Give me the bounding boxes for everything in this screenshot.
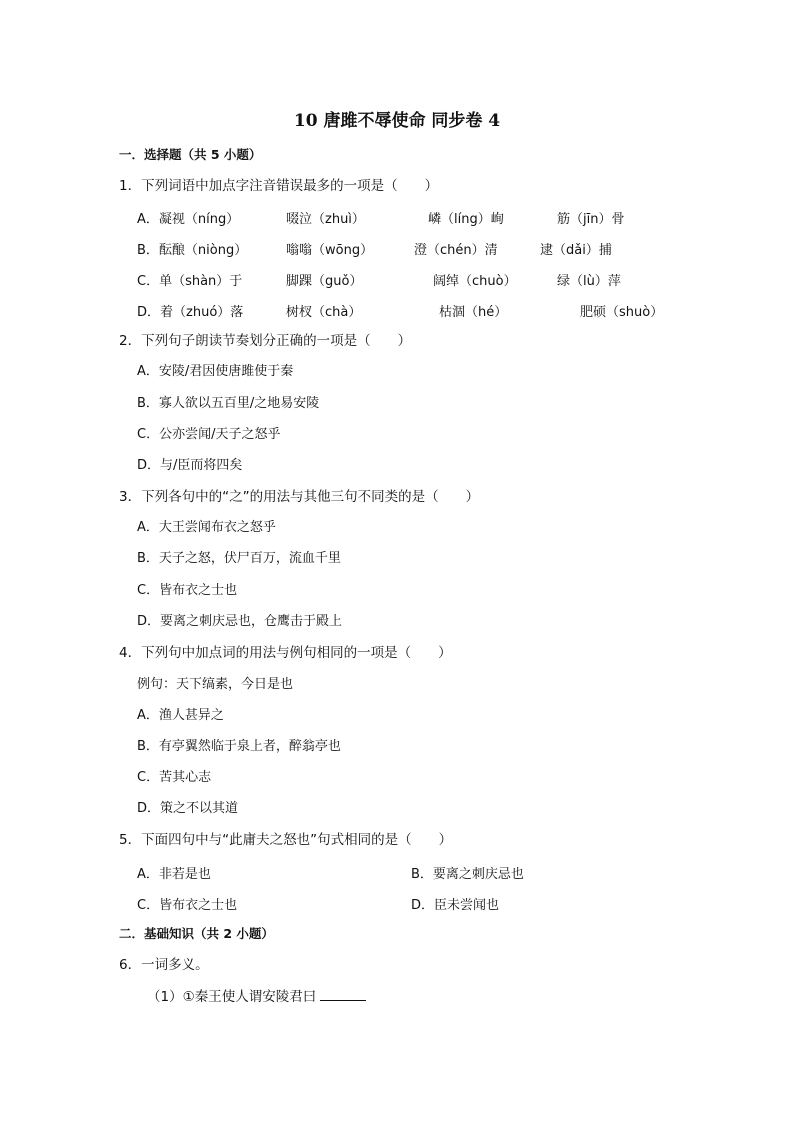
section-heading-basic: 二．基础知识（共 2 小题）	[119, 926, 274, 941]
q4-option-a: A．渔人甚异之	[137, 708, 224, 723]
q1-option-a-1: A．凝视（níng）	[137, 212, 240, 227]
answer-blank[interactable]	[320, 988, 366, 1001]
q1-option-b-1: B．酝酿（niòng）	[137, 243, 248, 258]
question-3-stem: 3．下列各句中的“之”的用法与其他三句不同类的是（ ）	[119, 489, 480, 505]
question-4-stem: 4．下列句中加点词的用法与例句相同的一项是（ ）	[119, 645, 452, 661]
q6-sub-1-text: （1）①秦王使人谓安陵君曰	[147, 989, 317, 1005]
q1-option-a-3: 嶙（líng）峋	[428, 212, 504, 227]
q1-option-b-3: 澄（chén）清	[414, 243, 498, 258]
q3-option-c: C．皆布衣之士也	[137, 583, 238, 598]
page-title: 10 唐雎不辱使命 同步卷 4	[293, 111, 501, 131]
question-5-stem: 5．下面四句中与“此庸夫之怒也”句式相同的是（ ）	[119, 832, 453, 848]
q4-example: 例句：天下缟素，今日是也	[137, 677, 294, 692]
q1-option-d-2: 树杈（chà）	[286, 305, 362, 320]
q1-option-a-4: 筋（jīn）骨	[557, 212, 625, 227]
q2-option-a: A．安陵/君因使唐雎使于秦	[137, 364, 294, 379]
q1-option-d-4: 肥硕（shuò）	[580, 305, 664, 320]
q5-option-c: C．皆布衣之士也	[137, 898, 238, 913]
q2-option-d: D．与/臣而将四矣	[137, 458, 243, 473]
q4-option-c: C．苦其心志	[137, 770, 212, 785]
q1-option-d-1: D．着（zhuó）落	[137, 305, 244, 320]
q1-option-d-3: 枯涸（hé）	[439, 305, 508, 320]
q4-option-d: D．策之不以其道	[137, 801, 239, 816]
question-1-stem: 1．下列词语中加点字注音错误最多的一项是（ ）	[119, 178, 439, 194]
q6-sub-1	[147, 988, 366, 1006]
q2-option-c: C．公亦尝闻/天子之怒乎	[137, 427, 281, 442]
q1-option-a-2: 啜泣（zhuì）	[286, 212, 365, 227]
q1-option-b-2: 嗡嗡（wōng）	[286, 243, 374, 258]
section-heading-choice: 一．选择题（共 5 小题）	[119, 147, 262, 162]
q5-option-d: D．臣未尝闻也	[411, 898, 500, 913]
q1-option-c-2: 脚踝（guǒ）	[286, 274, 363, 289]
q1-option-c-3: 阔绰（chuò）	[433, 274, 517, 289]
q5-option-b: B．要离之刺庆忌也	[411, 867, 524, 882]
q1-option-b-4: 逮（dǎi）捕	[540, 243, 612, 258]
q1-option-c-4: 绿（lù）萍	[557, 274, 621, 289]
question-2-stem: 2．下列句子朗读节奏划分正确的一项是（ ）	[119, 333, 412, 349]
q5-option-a: A．非若是也	[137, 867, 211, 882]
q4-option-b: B．有亭翼然临于泉上者，醉翁亭也	[137, 739, 341, 754]
q3-option-d: D．要离之刺庆忌也，仓鹰击于殿上	[137, 614, 343, 629]
q1-option-c-1: C．单（shàn）于	[137, 274, 243, 289]
question-6-stem: 6．一词多义。	[119, 957, 209, 973]
q3-option-a: A．大王尝闻布衣之怒乎	[137, 520, 276, 535]
q2-option-b: B．寡人欲以五百里/之地易安陵	[137, 396, 320, 411]
q3-option-b: B．天子之怒，伏尸百万，流血千里	[137, 551, 341, 566]
